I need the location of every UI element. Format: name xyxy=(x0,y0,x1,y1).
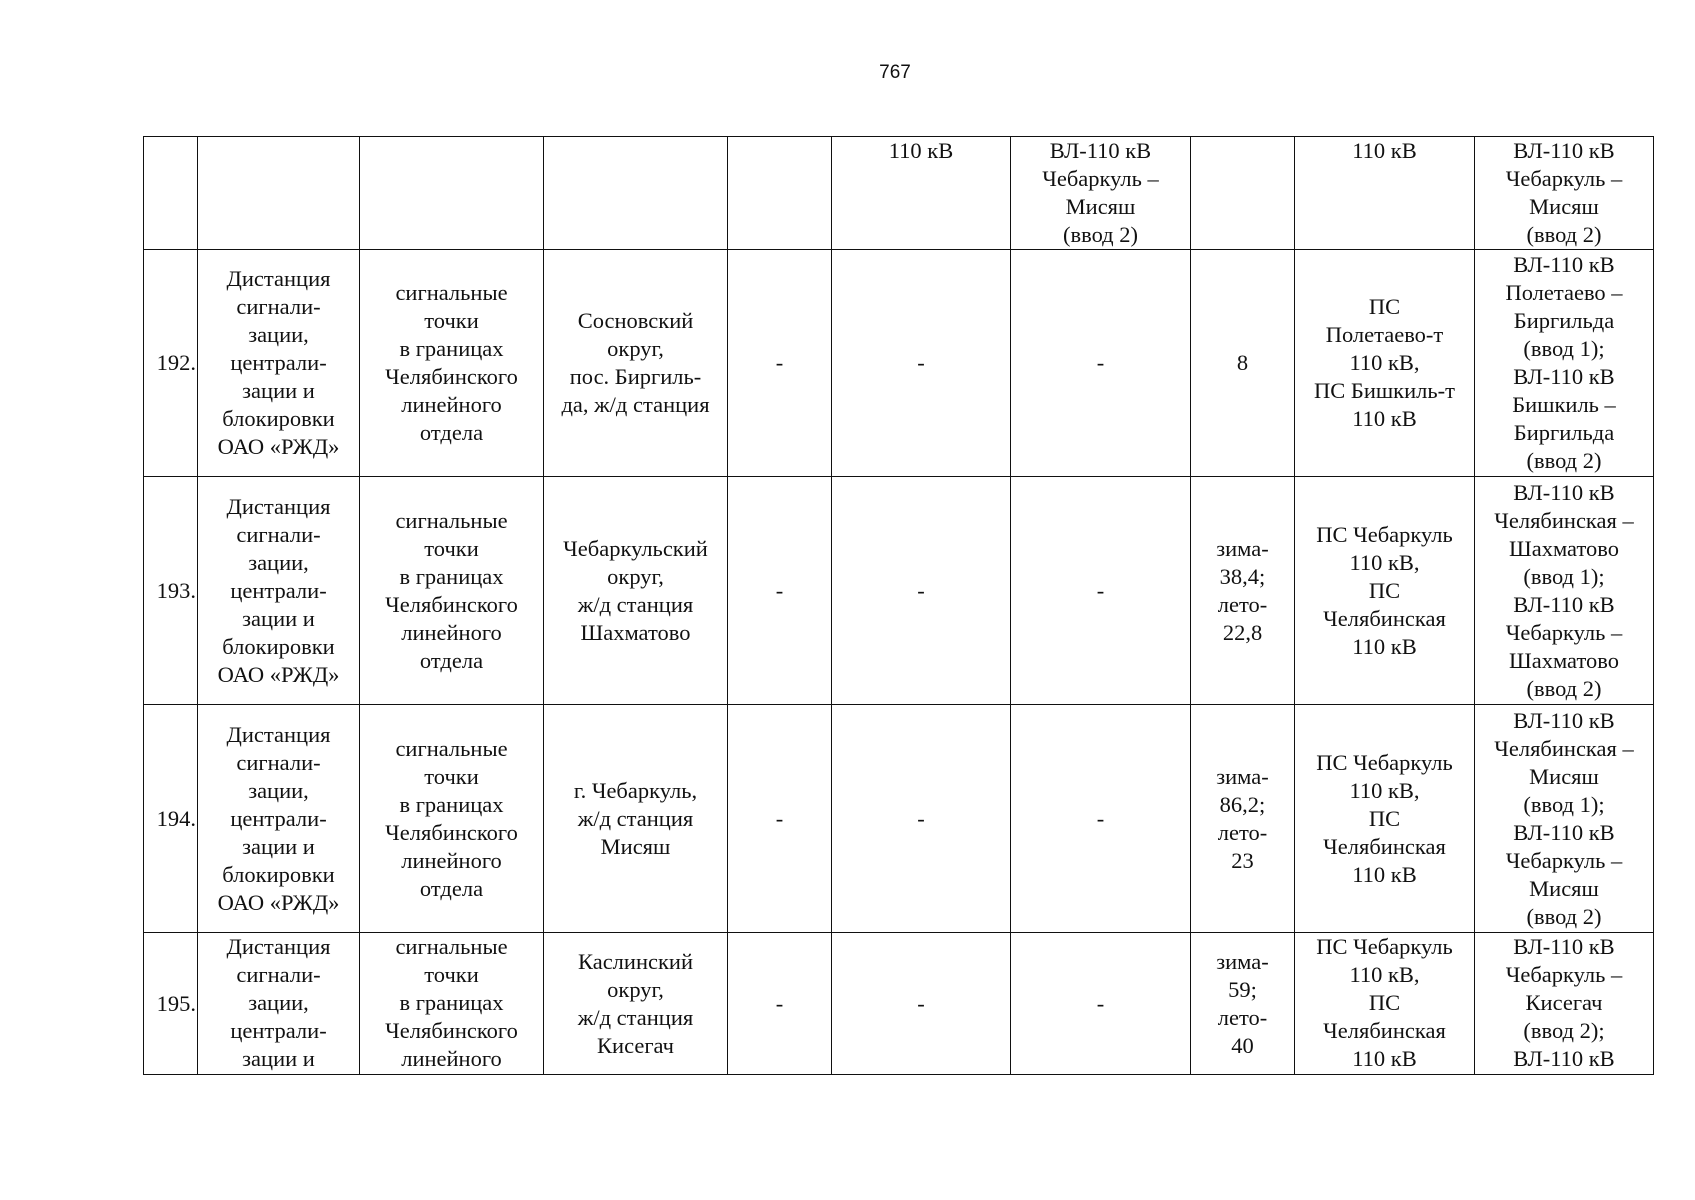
cell-text-line: ВЛ-110 кВ xyxy=(1049,138,1152,163)
cell-text-line: 38,4; xyxy=(1219,563,1266,589)
cell-text-line: 8 xyxy=(1236,350,1249,375)
cell-location xyxy=(544,705,728,933)
cell-text-line: ВЛ-110 кВ xyxy=(1513,479,1615,505)
cell-text-line: зации, xyxy=(248,990,309,1015)
row-number: 193. xyxy=(144,477,198,705)
cell-text-line: Бишкиль – xyxy=(1512,392,1616,417)
cell-text-line: сигнальные xyxy=(395,507,508,533)
cell-text-line: ПС xyxy=(1368,577,1401,603)
cell-text-line: ПС xyxy=(1368,805,1401,831)
cell-text-line: линейного xyxy=(401,1046,502,1071)
cell-text-line: (ввод 1); xyxy=(1523,563,1605,589)
cell-text-line: 22,8 xyxy=(1222,619,1263,645)
cell-text-line: блокировки xyxy=(222,633,335,659)
cell-supply-lines xyxy=(1475,137,1654,250)
cell-text-line: - xyxy=(1096,805,1105,831)
cell-organization xyxy=(198,705,360,933)
cell-text-line: Челябинского xyxy=(385,819,518,845)
cell-text-line: ж/д станция xyxy=(577,805,694,831)
cell-text-line: лето- xyxy=(1217,819,1268,845)
cell-object xyxy=(360,933,544,1075)
cell-text-line: Шахматово xyxy=(1509,535,1619,561)
cell-empty xyxy=(198,137,360,250)
cell-text-line: зима- xyxy=(1216,763,1269,789)
table-row xyxy=(144,477,1654,705)
data-table xyxy=(143,136,1654,1075)
cell-text-line: Чебаркуль – xyxy=(1505,962,1623,987)
cell-text-line: ВЛ-110 кВ xyxy=(1513,1046,1615,1071)
cell-text-line: Каслинский xyxy=(578,948,693,974)
cell-text-line: точки xyxy=(424,308,479,333)
cell-text-line: - xyxy=(917,805,925,831)
cell-text-line: линейного xyxy=(401,392,502,417)
cell-text-line: 86,2; xyxy=(1219,791,1266,817)
cell-text-line: блокировки xyxy=(222,406,335,431)
row-number: 194. xyxy=(144,705,198,933)
cell-substations xyxy=(1295,933,1475,1075)
cell-text-line: Челябинского xyxy=(385,1018,518,1043)
cell-text-line: да, ж/д станция xyxy=(561,392,710,417)
cell-text-line: Чебаркуль – xyxy=(1505,847,1623,873)
cell-text-line: Челябинского xyxy=(385,591,518,617)
cell-text-line: округ, xyxy=(607,563,664,589)
cell-load xyxy=(1191,250,1295,477)
cell-text-line: ОАО «РЖД» xyxy=(217,661,340,687)
cell-text-line: отдела xyxy=(419,420,484,445)
cell-text-line: сигнали- xyxy=(236,749,321,775)
cell-text-line: Полетаево – xyxy=(1505,280,1623,305)
cell-line-name xyxy=(1011,137,1191,250)
cell-load xyxy=(1191,477,1295,705)
cell-text-line: зации и xyxy=(242,833,315,859)
cell-text-line: 40 xyxy=(1231,1032,1254,1058)
cell-text-line: сигнали- xyxy=(236,294,321,319)
cell-text-line: сигнали- xyxy=(236,521,321,547)
cell-text-line: 110 кВ xyxy=(1352,406,1417,431)
cell-text-line: (ввод 2) xyxy=(1526,675,1602,701)
cell-text-line: сигнали- xyxy=(236,962,321,987)
cell-location xyxy=(544,933,728,1075)
cell-text-line: Челябинская – xyxy=(1494,507,1634,533)
cell-dash xyxy=(832,477,1011,705)
cell-empty xyxy=(144,137,198,250)
cell-text-line: линейного xyxy=(401,619,502,645)
cell-supply-lines xyxy=(1475,705,1654,933)
cell-empty xyxy=(728,137,832,250)
cell-organization xyxy=(198,477,360,705)
cell-text-line: Полетаево-т xyxy=(1325,322,1444,347)
cell-text-line: г. Чебаркуль, xyxy=(573,777,698,803)
cell-text-line: зима- xyxy=(1216,948,1269,974)
cell-text-line: (ввод 2) xyxy=(1526,903,1602,929)
cell-supply-lines xyxy=(1475,477,1654,705)
cell-text-line: ВЛ-110 кВ xyxy=(1513,252,1615,277)
cell-text-line: 110 кВ xyxy=(1352,138,1417,163)
cell-text-line: пос. Биргиль- xyxy=(569,364,702,389)
cell-text-line: - xyxy=(1096,577,1105,603)
cell-dash xyxy=(1011,705,1191,933)
cell-text-line: - xyxy=(775,577,784,603)
cell-text-line: ПС Чебаркуль xyxy=(1316,521,1453,547)
cell-object xyxy=(360,705,544,933)
cell-text-line: ПС xyxy=(1368,990,1401,1015)
cell-text-line: отдела xyxy=(419,647,484,673)
cell-text-line: точки xyxy=(424,763,479,789)
cell-text-line: 59; xyxy=(1228,976,1257,1002)
cell-text-line: 110 кВ xyxy=(888,138,954,163)
cell-text-line: Мисяш xyxy=(1529,194,1599,219)
cell-text-line: сигнальные xyxy=(395,735,508,761)
cell-text-line: Биргильда xyxy=(1513,420,1615,445)
cell-dash xyxy=(728,933,832,1075)
cell-text-line: лето- xyxy=(1217,1004,1268,1030)
cell-text-line: - xyxy=(917,350,925,375)
cell-location xyxy=(544,250,728,477)
cell-text-line: сигнальные xyxy=(395,280,508,305)
cell-text-line: Челябинская xyxy=(1323,833,1446,859)
cell-dash xyxy=(1011,933,1191,1075)
cell-text-line: Мисяш xyxy=(1065,194,1136,219)
cell-text-line: ВЛ-110 кВ xyxy=(1513,138,1615,163)
cell-text-line: Кисегач xyxy=(1525,990,1603,1015)
cell-text-line: Дистанция xyxy=(226,266,331,291)
cell-text-line: точки xyxy=(424,535,479,561)
cell-text-line: (ввод 2) xyxy=(1062,222,1138,247)
cell-text-line: округ, xyxy=(607,336,664,361)
cell-text-line: Шахматово xyxy=(1509,647,1619,673)
cell-dash xyxy=(832,250,1011,477)
cell-object xyxy=(360,250,544,477)
cell-text-line: (ввод 1); xyxy=(1523,791,1605,817)
cell-text-line: 23 xyxy=(1231,847,1254,873)
cell-empty xyxy=(544,137,728,250)
cell-text-line: ПС Чебаркуль xyxy=(1316,934,1453,959)
cell-text-line: сигнальные xyxy=(395,934,508,959)
cell-text-line: линейного xyxy=(401,847,502,873)
cell-text-line: ж/д станция xyxy=(577,591,694,617)
cell-text-line: Дистанция xyxy=(226,493,331,519)
cell-text-line: (ввод 2) xyxy=(1526,222,1602,247)
cell-text-line: точки xyxy=(424,962,479,987)
cell-text-line: Мисяш xyxy=(1529,763,1599,789)
cell-substations xyxy=(1295,477,1475,705)
cell-text-line: ОАО «РЖД» xyxy=(217,889,340,915)
cell-text-line: лето- xyxy=(1217,591,1268,617)
cell-text-line: 110 кВ, xyxy=(1349,549,1420,575)
cell-text-line: ПС Чебаркуль xyxy=(1316,749,1453,775)
cell-text-line: зации и xyxy=(242,378,315,403)
cell-text-line: ВЛ-110 кВ xyxy=(1513,819,1615,845)
cell-substations xyxy=(1295,250,1475,477)
cell-text-line: (ввод 1); xyxy=(1523,336,1605,361)
cell-dash xyxy=(832,933,1011,1075)
cell-text-line: Мисяш xyxy=(600,833,671,859)
cell-text-line: ВЛ-110 кВ xyxy=(1513,707,1615,733)
cell-text-line: ПС xyxy=(1368,294,1401,319)
cell-voltage xyxy=(832,137,1011,250)
cell-text-line: зации, xyxy=(248,777,309,803)
cell-load xyxy=(1191,705,1295,933)
cell-text-line: 110 кВ xyxy=(1352,861,1417,887)
cell-voltage xyxy=(1295,137,1475,250)
cell-location xyxy=(544,477,728,705)
cell-text-line: 110 кВ, xyxy=(1349,350,1420,375)
cell-empty xyxy=(1191,137,1295,250)
cell-text-line: - xyxy=(1096,990,1105,1016)
cell-text-line: Дистанция xyxy=(226,721,331,747)
cell-organization xyxy=(198,933,360,1075)
cell-dash xyxy=(832,705,1011,933)
cell-text-line: ПС Бишкиль-т xyxy=(1314,378,1455,403)
cell-text-line: ж/д станция xyxy=(577,1004,694,1030)
row-number: 192. xyxy=(144,250,198,477)
cell-text-line: Чебаркуль – xyxy=(1505,166,1623,191)
cell-text-line: ВЛ-110 кВ xyxy=(1513,591,1615,617)
cell-text-line: централи- xyxy=(230,805,327,831)
cell-text-line: 110 кВ xyxy=(1352,633,1417,659)
cell-text-line: зации и xyxy=(242,605,315,631)
cell-text-line: централи- xyxy=(230,577,327,603)
row-number: 195. xyxy=(144,933,198,1075)
table-row-continuation xyxy=(144,137,1654,250)
cell-dash xyxy=(728,477,832,705)
cell-text-line: ВЛ-110 кВ xyxy=(1513,364,1615,389)
cell-text-line: 110 кВ xyxy=(1352,1046,1417,1071)
table-row xyxy=(144,933,1654,1075)
cell-text-line: Челябинская xyxy=(1323,605,1446,631)
cell-organization xyxy=(198,250,360,477)
cell-dash xyxy=(1011,250,1191,477)
cell-text-line: Челябинская xyxy=(1323,1018,1446,1043)
cell-text-line: 110 кВ, xyxy=(1349,962,1420,987)
cell-text-line: ВЛ-110 кВ xyxy=(1513,934,1615,959)
cell-substations xyxy=(1295,705,1475,933)
cell-dash xyxy=(728,705,832,933)
cell-text-line: 110 кВ, xyxy=(1349,777,1420,803)
cell-supply-lines xyxy=(1475,250,1654,477)
cell-text-line: централи- xyxy=(230,350,327,375)
cell-text-line: Шахматово xyxy=(580,619,691,645)
cell-text-line: отдела xyxy=(419,875,484,901)
cell-text-line: Мисяш xyxy=(1529,875,1599,901)
cell-text-line: в границах xyxy=(399,990,504,1015)
table-row xyxy=(144,705,1654,933)
cell-text-line: - xyxy=(775,805,784,831)
cell-text-line: - xyxy=(917,990,925,1016)
cell-text-line: Чебаркуль – xyxy=(1042,166,1159,191)
cell-text-line: Биргильда xyxy=(1513,308,1615,333)
cell-empty xyxy=(360,137,544,250)
cell-object xyxy=(360,477,544,705)
cell-text-line: - xyxy=(775,990,784,1016)
cell-text-line: в границах xyxy=(399,791,504,817)
cell-text-line: зима- xyxy=(1216,535,1269,561)
cell-load xyxy=(1191,933,1295,1075)
cell-text-line: Чебаркульский xyxy=(563,535,708,561)
page-number: 767 xyxy=(879,62,911,83)
cell-text-line: - xyxy=(775,350,784,375)
cell-text-line: (ввод 2); xyxy=(1523,1018,1605,1043)
cell-text-line: ОАО «РЖД» xyxy=(217,434,340,459)
cell-text-line: зации и xyxy=(242,1046,315,1071)
cell-dash xyxy=(1011,477,1191,705)
table-row xyxy=(144,250,1654,477)
cell-text-line: зации, xyxy=(248,322,309,347)
cell-text-line: в границах xyxy=(399,563,504,589)
cell-text-line: централи- xyxy=(230,1018,327,1043)
cell-text-line: Дистанция xyxy=(226,934,331,959)
cell-text-line: (ввод 2) xyxy=(1526,448,1602,473)
cell-text-line: Чебаркуль – xyxy=(1505,619,1623,645)
cell-text-line: блокировки xyxy=(222,861,335,887)
cell-text-line: зации, xyxy=(248,549,309,575)
cell-text-line: округ, xyxy=(607,976,664,1002)
cell-text-line: - xyxy=(1096,350,1105,375)
cell-text-line: Кисегач xyxy=(597,1032,674,1058)
cell-text-line: Челябинского xyxy=(385,364,518,389)
cell-dash xyxy=(728,250,832,477)
cell-text-line: в границах xyxy=(399,336,504,361)
cell-text-line: Сосновский xyxy=(577,308,694,333)
cell-supply-lines xyxy=(1475,933,1654,1075)
cell-text-line: - xyxy=(917,577,925,603)
cell-text-line: Челябинская – xyxy=(1494,735,1634,761)
